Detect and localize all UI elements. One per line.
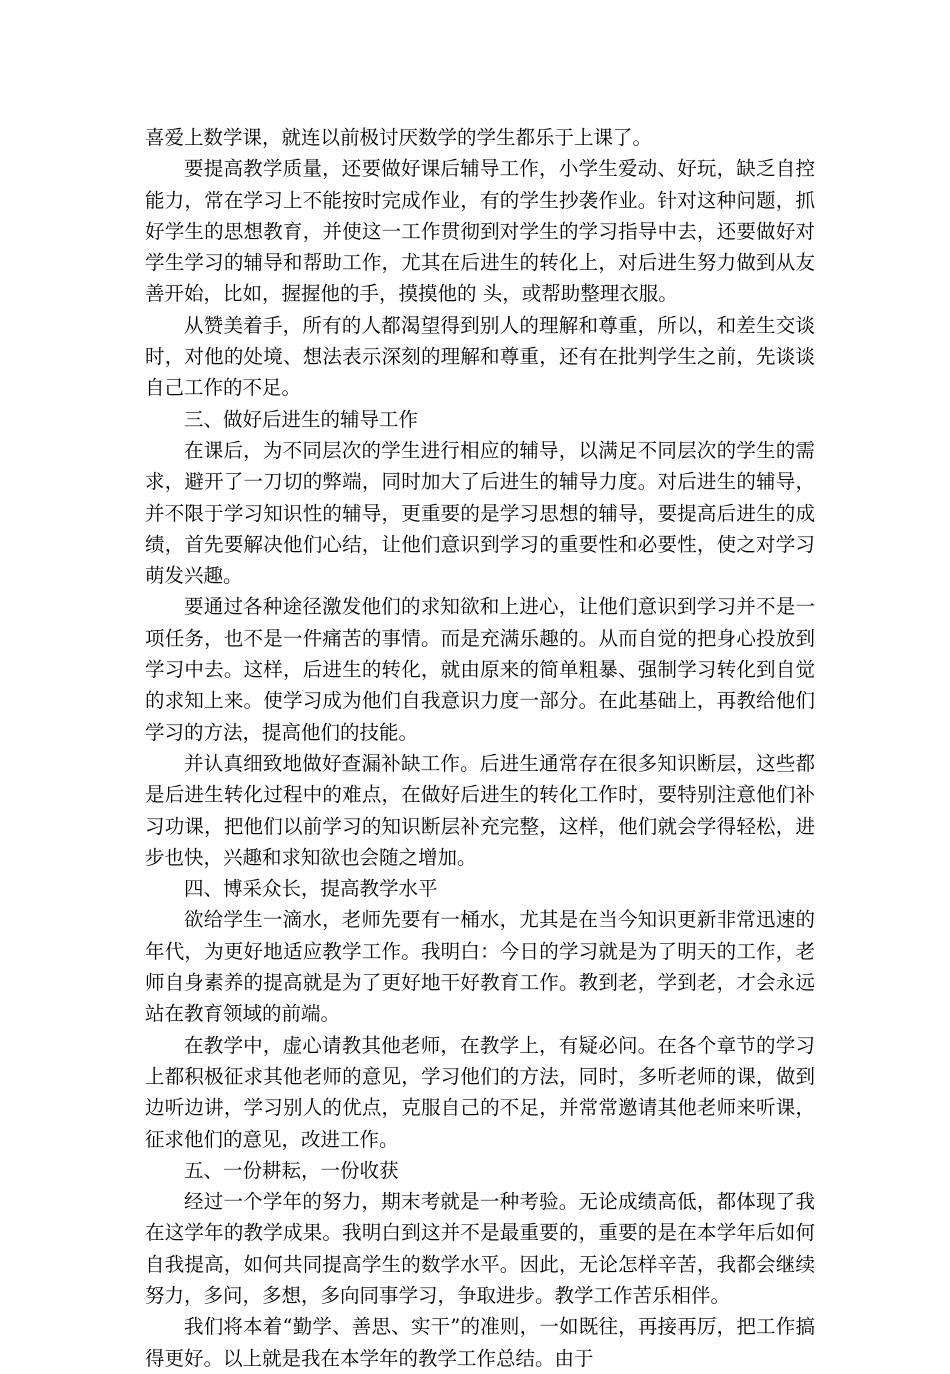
paragraph-10: 我们将本着“勤学、善思、实干”的准则，一如既往，再接再厉，把工作搞得更好。以上就是我在本学年的教学工作总结。由于 [145, 1315, 815, 1370]
paragraph-9: 经过一个学年的努力，期末考就是一种考验。无论成绩高低，都体现了我在这学年的教学成果。我明白到这并不是最重要的，重要的是在本学年后如何自我提高，如何共同提高学生的数学水平。因此，无论怎样辛苦，我都会继续努力，多问，多想，多向同事学习，争取进步。教学工作苦乐相伴。 [145, 1190, 815, 1307]
paragraph-2: 要提高教学质量，还要做好课后辅导工作，小学生爱动、好玩，缺乏自控能力，常在学习上不能按时完成作业，有的学生抄袭作业。针对这种问题，抓好学生的思想教育，并使这一工作贯彻到对学生的学习指导中去，还要做好对学生学习的辅导和帮助工作，尤其在后进生的转化上，对后进生努力做到从友善开始，比如，握握他的手，摸摸他的 头，或帮助整理衣服。 [145, 157, 815, 306]
document-page [145, 122, 815, 1374]
section-heading-4: 四、博采众长，提高教学水平 [184, 877, 438, 901]
paragraph-6: 并认真细致地做好查漏补缺工作。后进生通常存在很多知识断层，这些都是后进生转化过程中的难点，在做好后进生的转化工作时，要特别注意他们补习功课，把他们以前学习的知识断层补充完整，这样，他们就会学得轻松，进步也快，兴趣和求知欲也会随之增加。 [145, 751, 815, 869]
paragraph-1: 喜爱上数学课，就连以前极讨厌数学的学生都乐于上课了。 [145, 126, 653, 149]
paragraph-3: 从赞美着手，所有的人都渴望得到别人的理解和尊重，所以，和差生交谈时，对他的处境、想法表示深刻的理解和尊重，还有在批判学生之前，先谈谈自己工作的不足。 [145, 313, 815, 400]
section-heading-5: 五、一份耕耘，一份收获 [184, 1158, 399, 1182]
paragraph-4: 在课后，为不同层次的学生进行相应的辅导，以满足不同层次的学生的需求，避开了一刀切的弊端，同时加大了后进生的辅导力度。对后进生的辅导，并不限于学习知识性的辅导，更重要的是学习思想的辅导，要提高后进生的成绩，首先要解决他们心结，让他们意识到学习的重要性和必要性，使之对学习萌发兴趣。 [145, 438, 815, 588]
paragraph-5: 要通过各种途径激发他们的求知欲和上进心，让他们意识到学习并不是一项任务，也不是一件痛苦的事情。而是充满乐趣的。从而自觉的把身心投放到学习中去。这样，后进生的转化，就由原来的简单粗暴、强制学习转化到自觉的求知上来。使学习成为他们自我意识力度一部分。在此基础上，再教给他们学习的方法，提高他们的技能。 [145, 595, 815, 744]
paragraph-7: 欲给学生一滴水，老师先要有一桶水，尤其是在当今知识更新非常迅速的年代，为更好地适应教学工作。我明白：今日的学习就是为了明天的工作，老师自身素养的提高就是为了更好地干好教育工作。教到老，学到老，才会永远站在教育领域的前端。 [145, 908, 815, 1026]
section-heading-3: 三、做好后进生的辅导工作 [184, 407, 419, 431]
paragraph-8: 在教学中，虚心请教其他老师，在教学上，有疑必问。在各个章节的学习上都积极征求其他老师的意见，学习他们的方法，同时，多听老师的课，做到边听边讲，学习别人的优点，克服自己的不足，并常常邀请其他老师来听课，征求他们的意见，改进工作。 [145, 1033, 815, 1151]
